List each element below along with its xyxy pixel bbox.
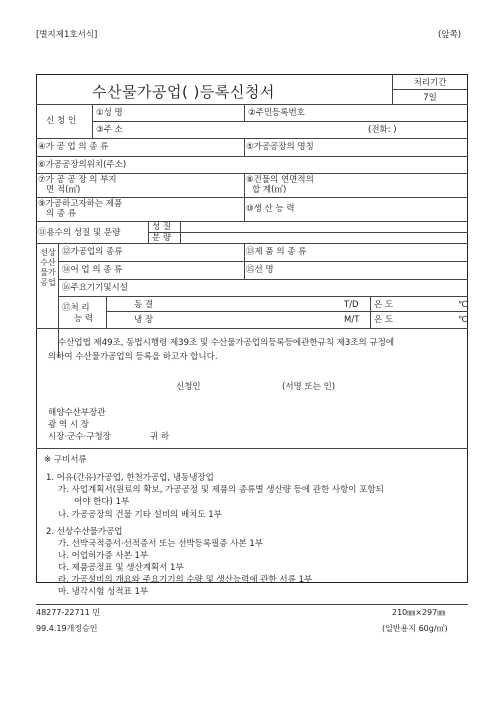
paper-weight: (일반용지 60g/㎡) (382, 624, 448, 633)
processing-type-label: ④가 공 업 의 종 류 (38, 142, 109, 152)
site-area-label-1: ⑦가 공 공 장 의 부지 (38, 175, 117, 185)
onboard-section-label: 선상수산물가공업 (40, 248, 56, 287)
addressee-suffix: 귀 하 (150, 432, 170, 442)
form-number: 48277-22711 민 (36, 608, 101, 617)
freeze-temp-label: 온 도 (374, 300, 394, 310)
address-label: ③주 소 (96, 125, 123, 135)
doc-item-2d: 라. 가공설비의 개요와 주요기기의 수량 및 생산능력에 관한 서류 1부 (58, 575, 313, 585)
water-quality-label: 성 질 (152, 222, 172, 232)
rrn-label: ②주민등록번호 (248, 108, 305, 118)
addressee-3: 시장·군수·구청장 (48, 432, 111, 442)
doc-item-1a-line1: 가. 사업계획서(원료의 확보, 가공공정 및 제품의 종류별 생산량 등에 관한 사항이 포함되 (58, 485, 384, 495)
processing-period-value: 7일 (423, 93, 437, 103)
doc-item-2: 2. 선상수산물가공업 (46, 527, 123, 537)
vessel-name-label: ⑮선 명 (246, 265, 274, 275)
signer-label: 신청인 (176, 382, 201, 392)
page-side: (앞쪽) (438, 30, 462, 40)
sign-note: (서명 또는 인) (282, 382, 336, 392)
addressee-2: 광 역 시 장 (48, 420, 89, 430)
approval-date: 99.4.19개정승인 (36, 624, 98, 633)
name-label: ①성 명 (96, 108, 123, 118)
factory-name-label: ⑤가공공장의 명칭 (246, 142, 314, 152)
site-area-label-2: 면 적(㎡) (46, 185, 81, 195)
onboard-product-label: ⑬제 품 의 종 류 (246, 247, 307, 257)
freeze-unit: T/D (344, 300, 359, 310)
doc-item-1a-line2: 어야 한다) 1부 (74, 497, 130, 507)
doc-item-2b: 나. 어업허가증 사본 1부 (58, 551, 149, 561)
product-type-label-2: 의 종 류 (46, 209, 77, 219)
declaration-line-1: 수산업법 제49조, 동법시행령 제39조 및 수산물가공업의등록등에관한규칙 제3조의 규정에 (58, 338, 395, 348)
capacity-label: ⑩생 산 능 력 (246, 204, 295, 214)
fishery-type-label: ⑭어 업 의 종 류 (62, 265, 123, 275)
required-docs-heading: ※ 구비서류 (44, 455, 87, 465)
water-amount-label: 분 량 (152, 233, 172, 243)
equipment-label: ⑯주요기기및시설 (62, 283, 128, 293)
declaration-line-2: 의하여 수산물가공업의 등록을 하고자 합니다. (48, 352, 218, 362)
onboard-type-label: ⑫가공업의 종류 (62, 247, 123, 257)
addressee-1: 해양수산부장관 (48, 408, 106, 418)
doc-item-2e: 마. 냉각시험 성적표 1부 (58, 587, 149, 597)
factory-location-label: ⑥가공공장의위치(주소) (38, 160, 127, 170)
chill-unit: M/T (344, 315, 360, 325)
processing-capacity-label-2: 능 력 (74, 314, 94, 324)
water-label: ⑪용수의 성질 및 문량 (38, 228, 121, 238)
chill-temp-label: 온 도 (374, 315, 394, 325)
chill-celsius: ℃ (458, 315, 468, 325)
phone-label: (전화: ) (368, 125, 397, 135)
paper-size: 210㎜×297㎜ (392, 608, 446, 617)
doc-item-2c: 다. 제품공정표 및 생산계획서 1부 (58, 563, 184, 573)
processing-period-label: 처리기간 (413, 78, 447, 88)
product-type-label-1: ⑨가공하고자하는 제품 (38, 199, 123, 209)
freeze-celsius: ℃ (458, 300, 468, 310)
doc-item-2a: 가. 선박국적증서·선적증서 또는 선박등록필증 사본 1부 (58, 539, 263, 549)
applicant-label: 신 청 인 (46, 116, 77, 126)
chill-label: 냉 장 (134, 315, 154, 325)
form-title: 수산물가공업( )등록신청서 (92, 83, 275, 101)
doc-item-1b: 나. 가공공장의 건물 기타 설비의 배치도 1부 (58, 510, 222, 520)
freeze-label: 동 결 (134, 300, 154, 310)
floor-area-label-2: 합 계(㎡) (252, 185, 287, 195)
processing-capacity-label-1: ⑰처 리 (62, 303, 90, 313)
form-id: [별지제1호서식] (36, 30, 98, 40)
floor-area-label-1: ⑧건물의 연면적의 (246, 175, 314, 185)
doc-item-1: 1. 어유(간유)가공업, 한천가공업, 냉동냉장업 (46, 473, 214, 483)
